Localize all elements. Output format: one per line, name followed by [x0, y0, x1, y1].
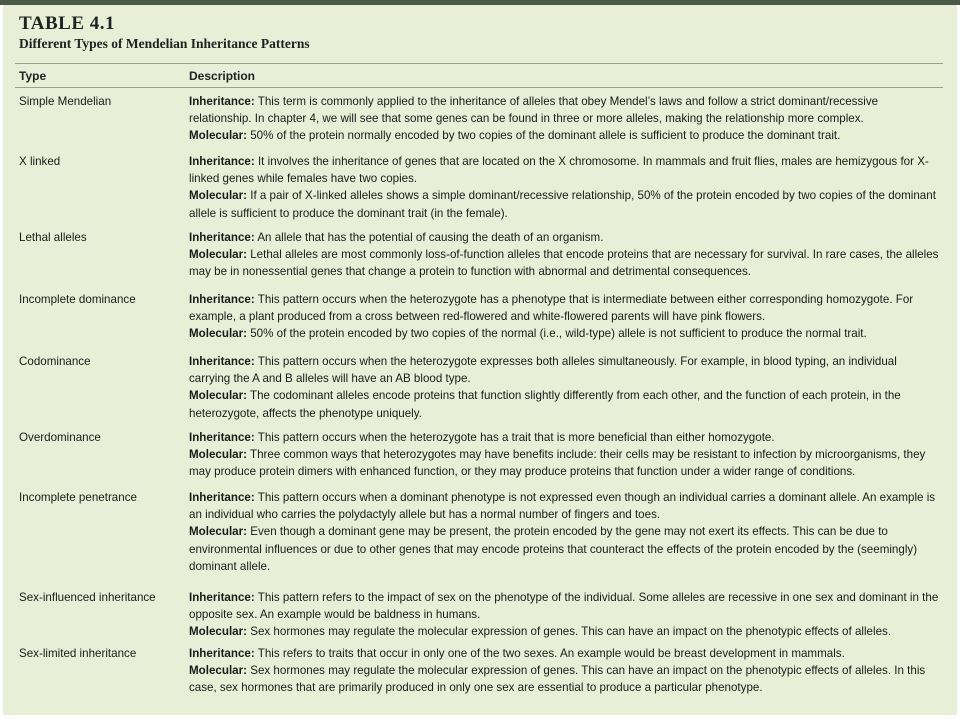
inheritance-text: This pattern occurs when the heterozygote has a phenotype that is intermediate between either corresponding homozygote. For example, a plant produced from a cross between red-flowered and white-flowered parents will have pink flowers.: [189, 293, 914, 324]
inheritance-text: This refers to traits that occur in only one of the two sexes. An example would be breast development in mammals.: [257, 647, 845, 660]
molecular-text: Sex hormones may regulate the molecular expression of genes. This can have an impact on the phenotypic effects of alleles.: [250, 625, 892, 639]
molecular-label: Molecular:: [189, 248, 247, 262]
row-type: Overdominance: [19, 431, 101, 444]
inheritance-label: Inheritance:: [189, 591, 255, 604]
row-type: Sex-influenced inheritance: [19, 591, 156, 604]
row-description: [189, 353, 941, 422]
inheritance-text: This pattern occurs when the heterozygote has a trait that is more beneficial than either homozygote.: [257, 431, 775, 444]
inheritance-label: Inheritance:: [189, 355, 255, 368]
molecular-label: Molecular:: [189, 448, 247, 462]
inheritance-text: This pattern occurs when a dominant phenotype is not expressed even though an individual carries a dominant allele. An example is an individual who carries the polydactyly allele but has a normal number of fingers and toes.: [189, 491, 936, 522]
inheritance-text: This term is commonly applied to the inheritance of alleles that obey Mendel’s laws and follow a strict dominant/recessive relationship. In chapter 4, we will see that some genes can be found in three or more alleles, making the relationship more complex.: [189, 95, 879, 126]
inheritance-text: This pattern refers to the impact of sex on the phenotype of the individual. Some alleles are recessive in one sex and dominant in the opposite sex. An example would be baldness in humans.: [189, 591, 939, 622]
row-description: [189, 93, 941, 145]
column-header-type: Type: [19, 69, 47, 83]
molecular-text: The codominant alleles encode proteins that function slightly differently from each other, and the function of each protein, in the heterozygote, affects the phenotype uniquely.: [189, 389, 901, 420]
header-divider-bottom: [15, 87, 943, 88]
inheritance-label: Inheritance:: [189, 491, 255, 504]
row-description: [189, 645, 941, 697]
row-type: Codominance: [19, 355, 91, 368]
molecular-text: Three common ways that heterozygotes may have benefits include: their cells may be resistant to infection by microorganisms, they may produce protein dimers with enhanced function, or they may produce proteins that function under a wider range of conditions.: [189, 448, 926, 479]
molecular-label: Molecular:: [189, 389, 247, 403]
inheritance-label: Inheritance:: [189, 231, 255, 244]
row-type: Incomplete dominance: [19, 293, 136, 306]
inheritance-text: This pattern occurs when the heterozygote expresses both alleles simultaneously. For example, in blood typing, an individual carrying the A and B alleles will have an AB blood type.: [189, 355, 897, 386]
table-header: [19, 13, 310, 52]
molecular-label: Molecular:: [189, 129, 247, 143]
row-description: [189, 229, 941, 281]
row-type: Incomplete penetrance: [19, 491, 137, 504]
row-description: [189, 589, 941, 641]
molecular-label: Molecular:: [189, 525, 247, 539]
row-description: [189, 153, 941, 222]
inheritance-label: Inheritance:: [189, 431, 255, 444]
inheritance-text: It involves the inheritance of genes that are located on the X chromosome. In mammals and fruit flies, males are hemizygous for X-linked genes while females have two copies.: [189, 155, 929, 186]
inheritance-text: An allele that has the potential of causing the death of an organism.: [257, 231, 604, 244]
molecular-label: Molecular:: [189, 625, 247, 639]
inheritance-label: Inheritance:: [189, 95, 255, 108]
table-number: TABLE 4.1: [19, 13, 116, 34]
row-type: X linked: [19, 155, 61, 168]
molecular-text: 50% of the protein encoded by two copies of the normal (i.e., wild-type) allele is not sufficient to produce the normal trait.: [250, 327, 867, 341]
row-type: Lethal alleles: [19, 231, 87, 244]
molecular-text: If a pair of X-linked alleles shows a simple dominant/recessive relationship, 50% of the protein encoded by two copies of the dominant allele is sufficient to produce the dominant trait (in the female).: [189, 189, 936, 220]
inheritance-label: Inheritance:: [189, 293, 255, 306]
row-description: [189, 429, 941, 481]
molecular-text: 50% of the protein normally encoded by two copies of the dominant allele is sufficient to produce the dominant trait.: [250, 129, 841, 143]
row-type: Simple Mendelian: [19, 95, 112, 108]
row-description: [189, 291, 941, 343]
row-description: [189, 489, 941, 575]
molecular-label: Molecular:: [189, 327, 247, 341]
molecular-label: Molecular:: [189, 189, 247, 203]
molecular-label: Molecular:: [189, 664, 247, 678]
molecular-text: Even though a dominant gene may be present, the protein encoded by the gene may not exert its effects. This can be due to environmental influences or due to other genes that may encode proteins that counteract the effects of the protein encoded by the (seemingly) dominant allele.: [189, 525, 918, 573]
header-divider-top: [15, 63, 943, 64]
row-type: Sex-limited inheritance: [19, 647, 137, 660]
inheritance-label: Inheritance:: [189, 647, 255, 660]
molecular-text: Lethal alleles are most commonly loss-of-function alleles that encode proteins that are necessary for survival. In rare cases, the alleles may be in nonessential genes that change a protein to function with abnormal and detrimental consequences.: [189, 248, 939, 279]
column-header-description: Description: [189, 69, 256, 83]
inheritance-label: Inheritance:: [189, 155, 255, 168]
table-title: Different Types of Mendelian Inheritance Patterns: [19, 36, 310, 51]
table-panel: [3, 5, 957, 715]
molecular-text: Sex hormones may regulate the molecular expression of genes. This can have an impact on the phenotypic effects of alleles. In this case, sex hormones that are primarily produced in only one sex are essential to produce a particular phenotype.: [189, 664, 926, 695]
